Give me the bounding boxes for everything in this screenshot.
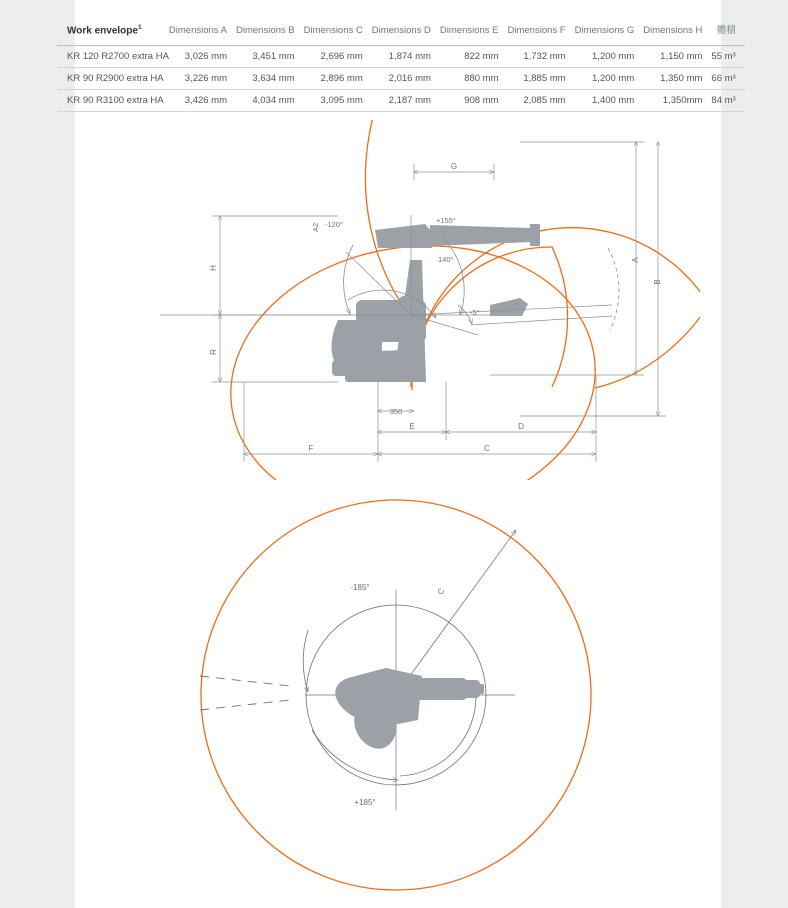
cell-volume: 84 m³ bbox=[711, 90, 744, 112]
work-envelope-table-wrap bbox=[57, 22, 736, 112]
table-row bbox=[57, 90, 745, 112]
label-angle-a3: 140° bbox=[438, 255, 454, 264]
top-view-figure bbox=[160, 480, 640, 905]
robot-silhouette-top bbox=[335, 668, 484, 749]
cell-g: 1,400 mm bbox=[575, 90, 644, 112]
cell-g: 1,200 mm bbox=[575, 68, 644, 90]
column-header-volume: 體積 bbox=[716, 25, 736, 36]
cell-c: 2,896 mm bbox=[304, 68, 372, 90]
column-header-b: Dimensions B bbox=[236, 25, 295, 36]
label-angle-a1-plus: +185° bbox=[354, 798, 376, 807]
label-dim-e: E bbox=[409, 422, 415, 431]
cell-e: 822 mm bbox=[440, 46, 508, 68]
cell-a: 3,226 mm bbox=[169, 68, 236, 90]
column-header-f: Dimensions F bbox=[507, 25, 566, 36]
label-angle-a3-minus: -5° bbox=[470, 308, 480, 317]
cell-h: 1,350mm bbox=[643, 90, 711, 112]
cell-f: 1,885 mm bbox=[508, 68, 575, 90]
label-dim-r: R bbox=[209, 349, 218, 355]
radius-line-top bbox=[396, 530, 516, 695]
cell-b: 4,034 mm bbox=[236, 90, 304, 112]
cell-volume: 55 m³ bbox=[711, 46, 744, 68]
label-angle-a1-minus: -185° bbox=[350, 583, 370, 592]
cell-b: 3,634 mm bbox=[236, 68, 304, 90]
table-row bbox=[57, 46, 745, 68]
cell-a: 3,426 mm bbox=[169, 90, 236, 112]
envelope-lower-arc bbox=[412, 228, 700, 480]
label-dim-f: F bbox=[308, 444, 314, 453]
label-angle-a2-minus: -120° bbox=[325, 220, 344, 229]
label-axis-a2: A2 bbox=[311, 222, 320, 232]
side-view-figure bbox=[160, 120, 700, 485]
dashed-lines-top bbox=[200, 676, 290, 710]
cell-a: 3,026 mm bbox=[169, 46, 236, 68]
cell-h: 1,350 mm bbox=[643, 68, 711, 90]
cell-d: 2,016 mm bbox=[372, 68, 440, 90]
column-header-h: Dimensions H bbox=[643, 25, 703, 36]
table-row bbox=[57, 68, 745, 90]
column-header-c: Dimensions C bbox=[303, 25, 363, 36]
cell-h: 1,150 mm bbox=[643, 46, 711, 68]
cell-f: 2,085 mm bbox=[508, 90, 575, 112]
table-body bbox=[57, 46, 745, 112]
cell-c: 3,095 mm bbox=[304, 90, 372, 112]
label-dim-c: C bbox=[484, 444, 490, 453]
cell-d: 1,874 mm bbox=[372, 46, 440, 68]
work-envelope-table bbox=[57, 22, 745, 112]
cell-c: 2,696 mm bbox=[304, 46, 372, 68]
label-dim-g: G bbox=[450, 162, 458, 171]
cell-e: 908 mm bbox=[440, 90, 508, 112]
label-dim-b: B bbox=[653, 279, 662, 285]
label-dim-d: D bbox=[518, 422, 524, 431]
column-header-d: Dimensions D bbox=[371, 25, 431, 36]
row-name: KR 120 R2700 extra HA bbox=[57, 46, 169, 68]
cell-f: 1,732 mm bbox=[508, 46, 575, 68]
row-name: KR 90 R2900 extra HA bbox=[57, 68, 169, 90]
envelope-inner-arc bbox=[411, 247, 568, 387]
label-angle-a2-plus: +155° bbox=[436, 216, 456, 225]
column-header-e: Dimensions E bbox=[439, 25, 499, 36]
column-header-a: Dimensions A bbox=[168, 25, 228, 36]
label-radius-c-top: C bbox=[435, 586, 447, 597]
table-title-cell bbox=[57, 22, 169, 46]
row-name: KR 90 R3100 extra HA bbox=[57, 90, 169, 112]
cell-b: 3,451 mm bbox=[236, 46, 304, 68]
table-title-footnote: 1 bbox=[137, 23, 142, 31]
cell-d: 2,187 mm bbox=[372, 90, 440, 112]
table-title: Work envelope bbox=[67, 25, 138, 36]
label-dim-a: A bbox=[631, 257, 640, 263]
cell-e: 880 mm bbox=[440, 68, 508, 90]
table-header-row bbox=[57, 22, 745, 46]
label-radius-350: 350 bbox=[389, 407, 403, 416]
table-head bbox=[57, 22, 745, 46]
cell-volume: 66 m³ bbox=[711, 68, 744, 90]
column-header-g: Dimensions G bbox=[574, 25, 635, 36]
label-dim-h: H bbox=[209, 265, 218, 271]
cell-g: 1,200 mm bbox=[575, 46, 644, 68]
